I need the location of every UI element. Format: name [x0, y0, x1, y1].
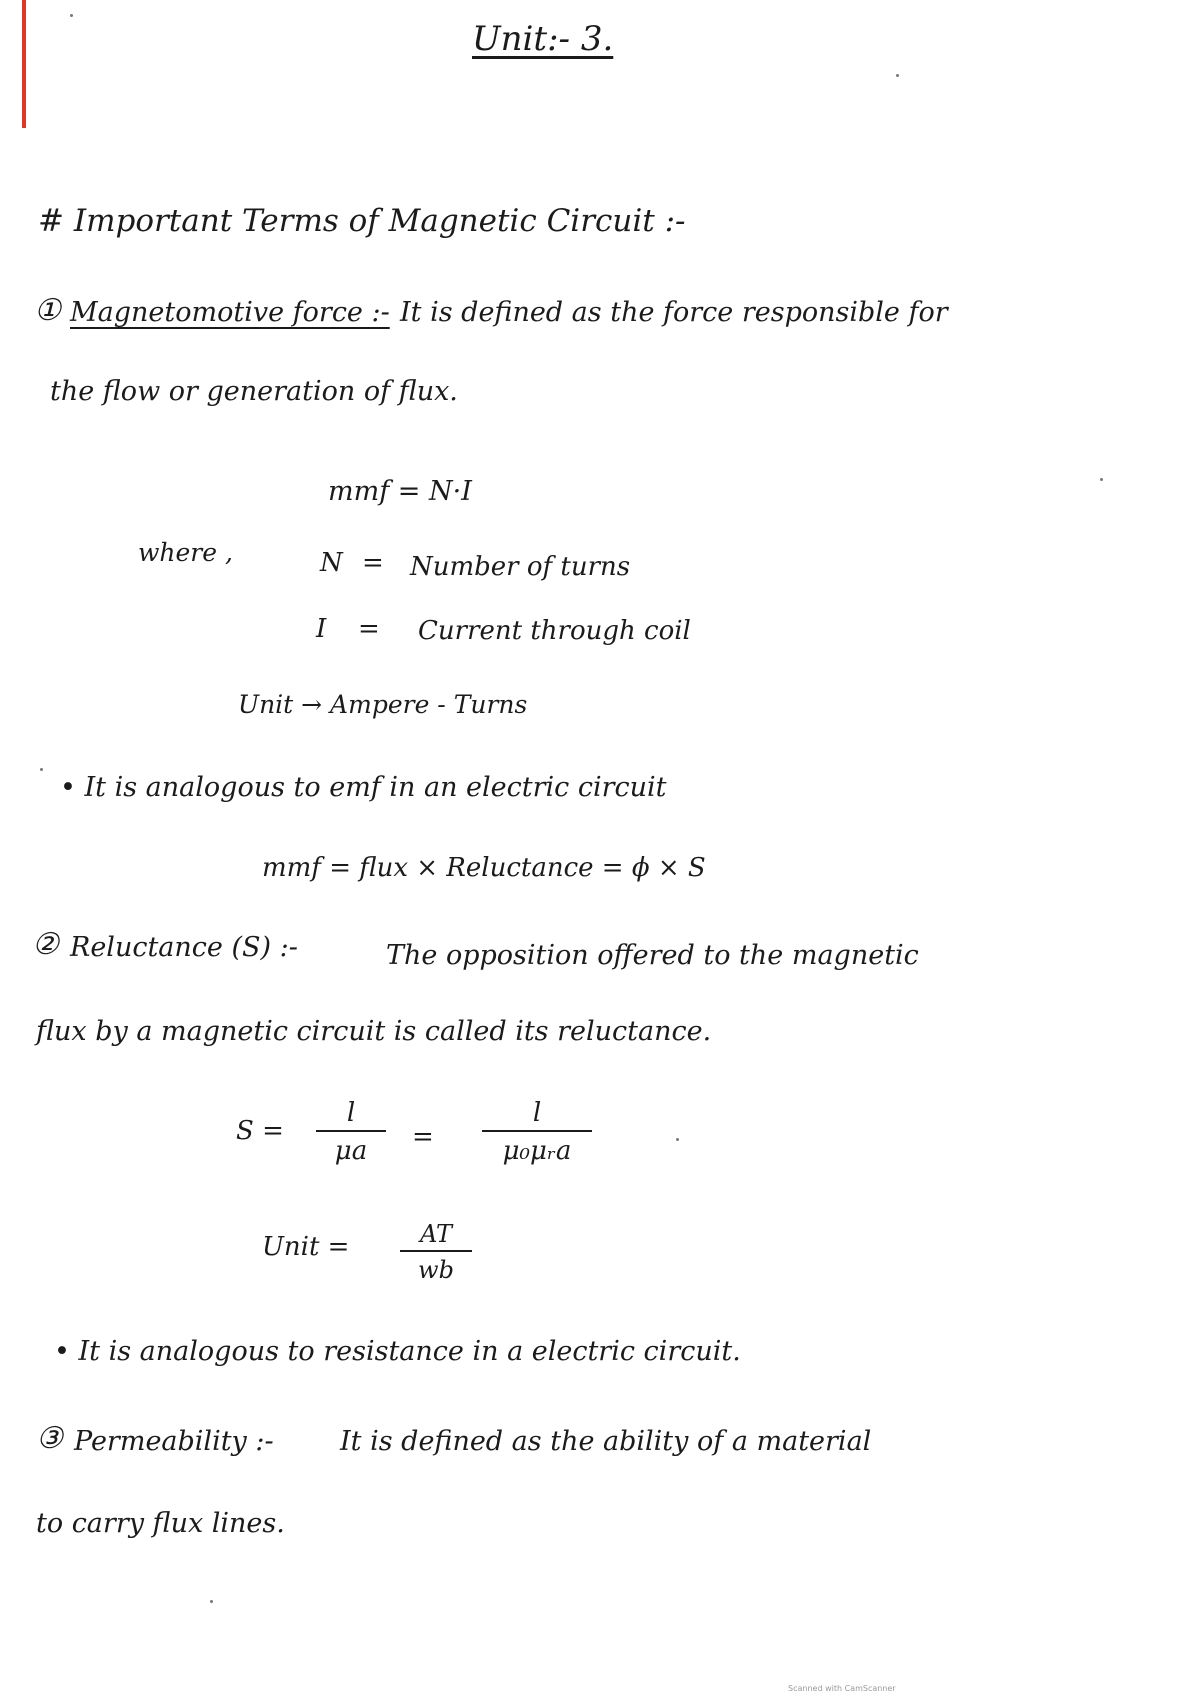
paper-speck: [896, 74, 899, 77]
item-3-definition-line2: to carry flux lines.: [36, 1508, 285, 1539]
item-2-analogy: • It is analogous to resistance in a electric circuit.: [54, 1336, 741, 1367]
var-n-symbol: N: [320, 548, 343, 578]
item-1-definition-line1: It is defined as the force responsible for: [400, 297, 948, 328]
fraction-2-numerator: l: [482, 1100, 592, 1132]
item-1-analogy: • It is analogous to emf in an electric circuit: [60, 772, 667, 803]
paper-speck: [210, 1600, 213, 1603]
fraction-1-numerator: l: [316, 1100, 386, 1132]
paper-speck: [40, 768, 43, 771]
item-3-marker: ③: [36, 1421, 63, 1456]
var-i-symbol: I: [316, 614, 327, 644]
mmf-formula: mmf = N·I: [328, 476, 472, 507]
paper-speck: [70, 14, 73, 17]
where-label: where ,: [138, 538, 233, 567]
reluctance-formula-lhs: S =: [236, 1116, 284, 1146]
item-3-definition-line1: It is defined as the ability of a material: [340, 1426, 872, 1457]
unit-numerator: AT: [400, 1222, 472, 1252]
item-1-definition-line2: the flow or generation of flux.: [50, 376, 458, 407]
item-1-unit-line: Unit → Ampere - Turns: [238, 690, 528, 719]
section-heading: # Important Terms of Magnetic Circuit :-: [38, 203, 686, 239]
unit-denominator: wb: [418, 1256, 454, 1284]
reluctance-fraction-2: [482, 1100, 592, 1164]
fraction-1-denominator: μa: [334, 1136, 368, 1166]
var-n-description: Number of turns: [410, 552, 631, 582]
item-2-term: Reluctance (S) :-: [70, 932, 298, 963]
item-2-definition-line2: flux by a magnetic circuit is called its reluctance.: [36, 1016, 712, 1047]
var-i-equals: =: [358, 614, 380, 644]
paper-speck: [676, 1138, 679, 1141]
var-n-equals: =: [362, 548, 384, 578]
reluctance-unit-label: Unit =: [262, 1232, 350, 1262]
reluctance-unit-fraction: [400, 1222, 472, 1282]
scanner-watermark: Scanned with CamScanner: [788, 1684, 896, 1693]
unit-title: Unit:- 3.: [472, 19, 614, 59]
item-1-term: Magnetomotive force :-: [70, 297, 390, 328]
var-i-description: Current through coil: [418, 616, 691, 646]
item-2-definition-line1: The opposition offered to the magnetic: [386, 940, 919, 971]
item-3-term: Permeability :-: [74, 1426, 274, 1457]
red-margin-line: [22, 0, 26, 128]
item-2-marker: ②: [32, 927, 59, 962]
fraction-2-denominator: μ₀μᵣa: [502, 1136, 572, 1166]
reluctance-fraction-1: [316, 1100, 386, 1164]
reluctance-formula-equals: =: [412, 1122, 434, 1152]
mmf-reluctance-formula: mmf = flux × Reluctance = ϕ × S: [262, 853, 706, 883]
item-1-marker: ①: [34, 293, 61, 328]
paper-speck: [1100, 478, 1103, 481]
